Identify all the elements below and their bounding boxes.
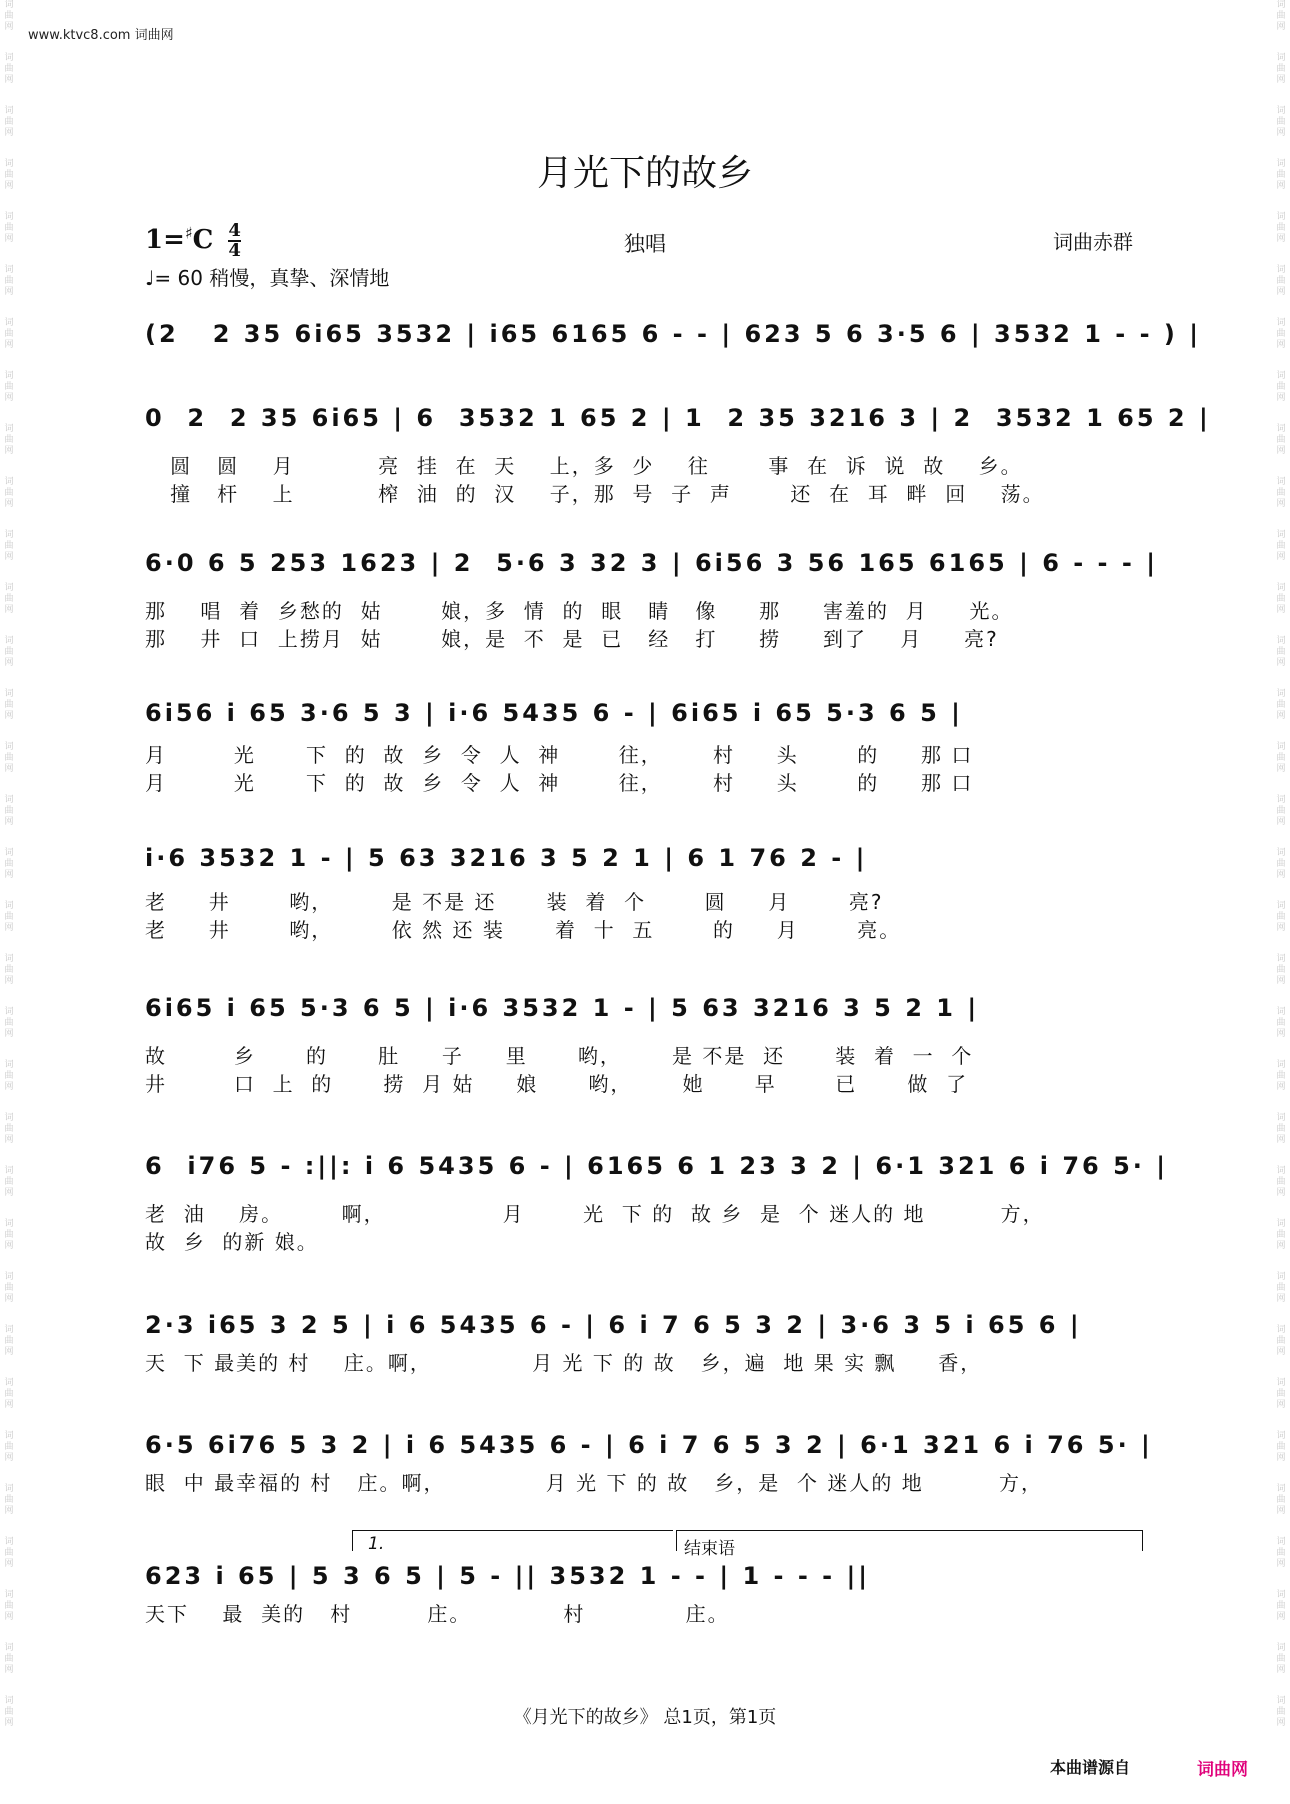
lyrics-verse-1: 天下 最 美的 村 庄。 村 庄。 — [145, 1602, 730, 1626]
lyrics-verse-1: 老 油 房。 啊， 月 光 下 的 故 乡 是 个 迷人的 地 方， — [145, 1202, 1045, 1226]
page-footer: 《月光下的故乡》 总1页，第1页 — [513, 1707, 777, 1728]
tempo-marking: ♩= 60 稍慢，真挚、深情地 — [145, 266, 390, 290]
notes-line: 6 i76 5 - :||: i 6 5435 6 - | 6165 6 1 23 3 2 | 6·1 321 6 i 76 5· | — [145, 1152, 1169, 1180]
volta-first-label: 1. — [368, 1534, 385, 1554]
watermark-left: 词曲网 词曲网 词曲网 词曲网 词曲网 词曲网 词曲网 词曲网 词曲网 词曲网 词曲网 词曲网 词曲网 词曲网 词曲网 词曲网 词曲网 词曲网 词曲网 词曲网 词曲网 词曲网 词曲网 词曲网 词曲网 词曲网 词曲网 词曲网 词曲网 词曲网 词曲网 词曲网 词曲网 — [4, 0, 14, 1728]
time-signature: $\frac{4}{4}$ — [228, 220, 241, 261]
lyrics-verse-2: 老 井 哟， 依 然 还 装 着 十 五 的 月 亮。 — [145, 918, 902, 942]
volta-first-ending — [352, 1530, 673, 1551]
notes-line: 6i65 i 65 5·3 6 5 | i·6 3532 1 - | 5 63 3216 3 5 2 1 | — [145, 994, 980, 1022]
notes-line: 623 i 65 | 5 3 6 5 | 5 - || 3532 1 - - | 1 - - - || — [145, 1562, 871, 1590]
lyrics-verse-1: 眼 中 最幸福的 村 庄。啊， 月 光 下 的 故 乡，是 个 迷人的 地 方， — [145, 1471, 1043, 1495]
lyrics-verse-1: 圆 圆 月 亮 挂 在 天 上，多 少 往 事 在 诉 说 故 乡。 — [145, 454, 1023, 478]
credit: 词曲赤群 — [1053, 230, 1133, 254]
notes-line: 0 2 2 35 6i65 | 6 3532 1 65 2 | 1 2 35 3216 3 | 2 3532 1 65 2 | — [145, 404, 1211, 432]
key-signature: 1=♯C $\frac{4}{4}$ — [145, 220, 241, 261]
lyrics-verse-2: 故 乡 的新 娘。 — [145, 1230, 319, 1254]
lyrics-verse-1: 那 唱 着 乡愁的 姑 娘，多 情 的 眼 睛 像 那 害羞的 月 光。 — [145, 599, 1014, 623]
notes-line: i·6 3532 1 - | 5 63 3216 3 5 2 1 | 6 1 76 2 - | — [145, 844, 868, 872]
volta-ending-label: 结束语 — [684, 1539, 735, 1559]
brand-link[interactable]: 词曲网 — [1197, 1760, 1248, 1780]
page-title: 月光下的故乡 — [536, 153, 753, 194]
watermark-right: 词曲网 词曲网 词曲网 词曲网 词曲网 词曲网 词曲网 词曲网 词曲网 词曲网 词曲网 词曲网 词曲网 词曲网 词曲网 词曲网 词曲网 词曲网 词曲网 词曲网 词曲网 词曲网 词曲网 词曲网 词曲网 词曲网 词曲网 词曲网 词曲网 词曲网 词曲网 词曲网 词曲网 — [1276, 0, 1286, 1728]
notes-line: 6i56 i 65 3·6 5 3 | i·6 5435 6 - | 6i65 i 65 5·3 6 5 | — [145, 699, 963, 727]
lyrics-verse-2: 那 井 口 上捞月 姑 娘，是 不 是 已 经 打 捞 到了 月 亮? — [145, 627, 999, 651]
lyrics-verse-1: 天 下 最美的 村 庄。啊， 月 光 下 的 故 乡，遍 地 果 实 飘 香， — [145, 1351, 983, 1375]
lyrics-verse-2: 撞 杆 上 榨 油 的 汉 子，那 号 子 声 还 在 耳 畔 回 荡。 — [145, 482, 1045, 506]
performance-type: 独唱 — [624, 232, 666, 256]
lyrics-verse-2: 月 光 下 的 故 乡 令 人 神 往， 村 头 的 那 口 — [145, 771, 974, 795]
notes-line: (2 2 35 6i65 3532 | i65 6165 6 - - | 623 5 6 3·5 6 | 3532 1 - - ) | — [145, 320, 1201, 348]
notes-line: 6·0 6 5 253 1623 | 2 5·6 3 32 3 | 6i56 3 56 165 6165 | 6 - - - | — [145, 549, 1158, 577]
lyrics-verse-2: 井 口 上 的 捞 月 姑 娘 哟， 她 早 已 做 了 — [145, 1072, 969, 1096]
lyrics-verse-1: 故 乡 的 肚 子 里 哟， 是 不是 还 装 着 一 个 — [145, 1044, 974, 1068]
notes-line: 6·5 6i76 5 3 2 | i 6 5435 6 - | 6 i 7 6 5 3 2 | 6·1 321 6 i 76 5· | — [145, 1431, 1153, 1459]
source-label: 本曲谱源自 — [1050, 1758, 1131, 1777]
lyrics-verse-1: 月 光 下 的 故 乡 令 人 神 往， 村 头 的 那 口 — [145, 743, 974, 767]
site-header: www.ktvc8.com 词曲网 — [28, 28, 174, 43]
lyrics-verse-1: 老 井 哟， 是 不是 还 装 着 个 圆 月 亮? — [145, 890, 884, 914]
volta-ending — [676, 1530, 1143, 1551]
notes-line: 2·3 i65 3 2 5 | i 6 5435 6 - | 6 i 7 6 5 3 2 | 3·6 3 5 i 65 6 | — [145, 1311, 1082, 1339]
